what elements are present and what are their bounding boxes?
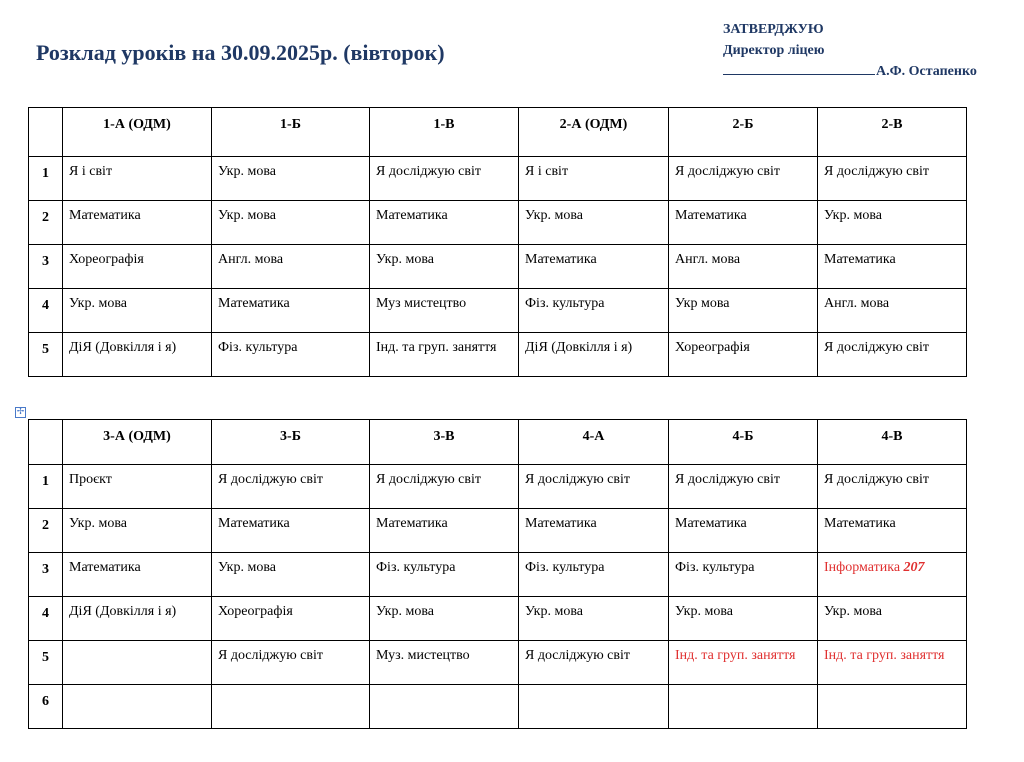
lesson-cell [519,685,669,729]
lesson-cell: Укр. мова [370,597,519,641]
lesson-cell [212,685,370,729]
lesson-cell: Я і світ [519,157,669,201]
lesson-cell: Математика [370,509,519,553]
table-row [29,685,967,729]
lesson-cell: Я досліджую світ [212,641,370,685]
table-row [29,597,967,641]
lesson-cell: Англ. мова [212,245,370,289]
lesson-cell: Я досліджую світ [818,333,967,377]
approval-signer: А.Ф. Остапенко [876,64,977,79]
table-header-row [29,108,967,157]
lesson-cell: Я досліджую світ [370,465,519,509]
lesson-cell: Інд. та груп. заняття [370,333,519,377]
lesson-subject: Інформатика [824,560,901,575]
lesson-cell: Математика [519,245,669,289]
class-header: 3-В [370,420,519,465]
lesson-cell: Математика [63,201,212,245]
lesson-number: 5 [29,333,63,377]
lesson-number: 5 [29,641,63,685]
approval-signature [723,61,977,82]
approval-position: Директор ліцею [723,43,825,58]
lesson-cell: Укр. мова [669,597,818,641]
lesson-number: 4 [29,289,63,333]
lesson-cell-highlighted: Інд. та груп. заняття [669,641,818,685]
lesson-number-header [29,108,63,157]
lesson-cell: Я досліджую світ [370,157,519,201]
lesson-cell: Математика [669,201,818,245]
lesson-cell [63,685,212,729]
lesson-cell: Хореографія [63,245,212,289]
lesson-cell: Я досліджую світ [669,465,818,509]
lesson-cell: Фіз. культура [519,289,669,333]
lesson-cell: Укр. мова [212,201,370,245]
class-header: 1-А (ОДМ) [63,108,212,157]
lesson-cell: Математика [212,509,370,553]
class-header: 3-А (ОДМ) [63,420,212,465]
lesson-number: 1 [29,157,63,201]
class-header: 2-А (ОДМ) [519,108,669,157]
class-header: 2-В [818,108,967,157]
table-header-row [29,420,967,465]
lesson-cell-highlighted [818,553,967,597]
table-row [29,553,967,597]
lesson-cell: Проєкт [63,465,212,509]
lesson-cell: Хореографія [669,333,818,377]
lesson-cell: Фіз. культура [519,553,669,597]
lesson-number: 4 [29,597,63,641]
lesson-cell: Хореографія [212,597,370,641]
lesson-cell: ДіЯ (Довкілля і я) [63,333,212,377]
lesson-cell: Фіз. культура [370,553,519,597]
lesson-number: 1 [29,465,63,509]
signature-line [723,62,875,75]
table-row [29,289,967,333]
lesson-number: 2 [29,509,63,553]
lesson-cell: Укр. мова [212,157,370,201]
lesson-cell: Математика [818,509,967,553]
lesson-cell: Я досліджую світ [818,465,967,509]
page-title: Розклад уроків на 30.09.2025р. (вівторок) [36,40,445,65]
lesson-cell: Укр. мова [519,201,669,245]
lesson-cell: Математика [818,245,967,289]
class-header: 4-Б [669,420,818,465]
class-header: 4-А [519,420,669,465]
table-move-handle-icon[interactable]: ✢ [16,407,25,417]
room-number: 207 [903,560,925,575]
table-row [29,465,967,509]
lesson-cell: ДіЯ (Довкілля і я) [63,597,212,641]
table-row [29,333,967,377]
lesson-cell: Укр. мова [63,509,212,553]
table-row [29,201,967,245]
lesson-cell: Я досліджую світ [519,641,669,685]
lesson-cell [63,641,212,685]
approval-block [723,19,977,82]
table-row [29,509,967,553]
lesson-number: 3 [29,553,63,597]
lesson-cell: Математика [212,289,370,333]
class-header: 1-В [370,108,519,157]
lesson-cell: Я досліджую світ [519,465,669,509]
lesson-number-header [29,420,63,465]
lesson-cell: Математика [370,201,519,245]
lesson-number: 2 [29,201,63,245]
table-row [29,641,967,685]
lesson-cell: Укр. мова [818,597,967,641]
lesson-cell: Математика [669,509,818,553]
lesson-cell: Укр мова [669,289,818,333]
lesson-cell: Муз мистецтво [370,289,519,333]
class-header: 4-В [818,420,967,465]
lesson-cell: ДіЯ (Довкілля і я) [519,333,669,377]
lesson-cell: Фіз. культура [212,333,370,377]
lesson-cell: Я досліджую світ [669,157,818,201]
lesson-cell [669,685,818,729]
lesson-number: 3 [29,245,63,289]
lesson-cell-highlighted: Інд. та груп. заняття [818,641,967,685]
class-header: 2-Б [669,108,818,157]
lesson-cell [370,685,519,729]
approval-heading: ЗАТВЕРДЖУЮ [723,22,824,37]
lesson-cell: Я досліджую світ [818,157,967,201]
lesson-cell: Укр. мова [519,597,669,641]
lesson-cell: Математика [519,509,669,553]
lesson-number: 6 [29,685,63,729]
lesson-cell: Математика [63,553,212,597]
schedule-table-grades-1-2 [28,107,967,377]
table-row [29,157,967,201]
lesson-cell: Англ. мова [818,289,967,333]
lesson-cell: Укр. мова [212,553,370,597]
lesson-cell [818,685,967,729]
lesson-cell: Укр. мова [63,289,212,333]
lesson-cell: Фіз. культура [669,553,818,597]
class-header: 3-Б [212,420,370,465]
schedule-table-grades-3-4 [28,419,967,729]
lesson-cell: Укр. мова [370,245,519,289]
class-header: 1-Б [212,108,370,157]
lesson-cell: Муз. мистецтво [370,641,519,685]
lesson-cell: Я і світ [63,157,212,201]
table-row [29,245,967,289]
lesson-cell: Укр. мова [818,201,967,245]
lesson-cell: Англ. мова [669,245,818,289]
lesson-cell: Я досліджую світ [212,465,370,509]
